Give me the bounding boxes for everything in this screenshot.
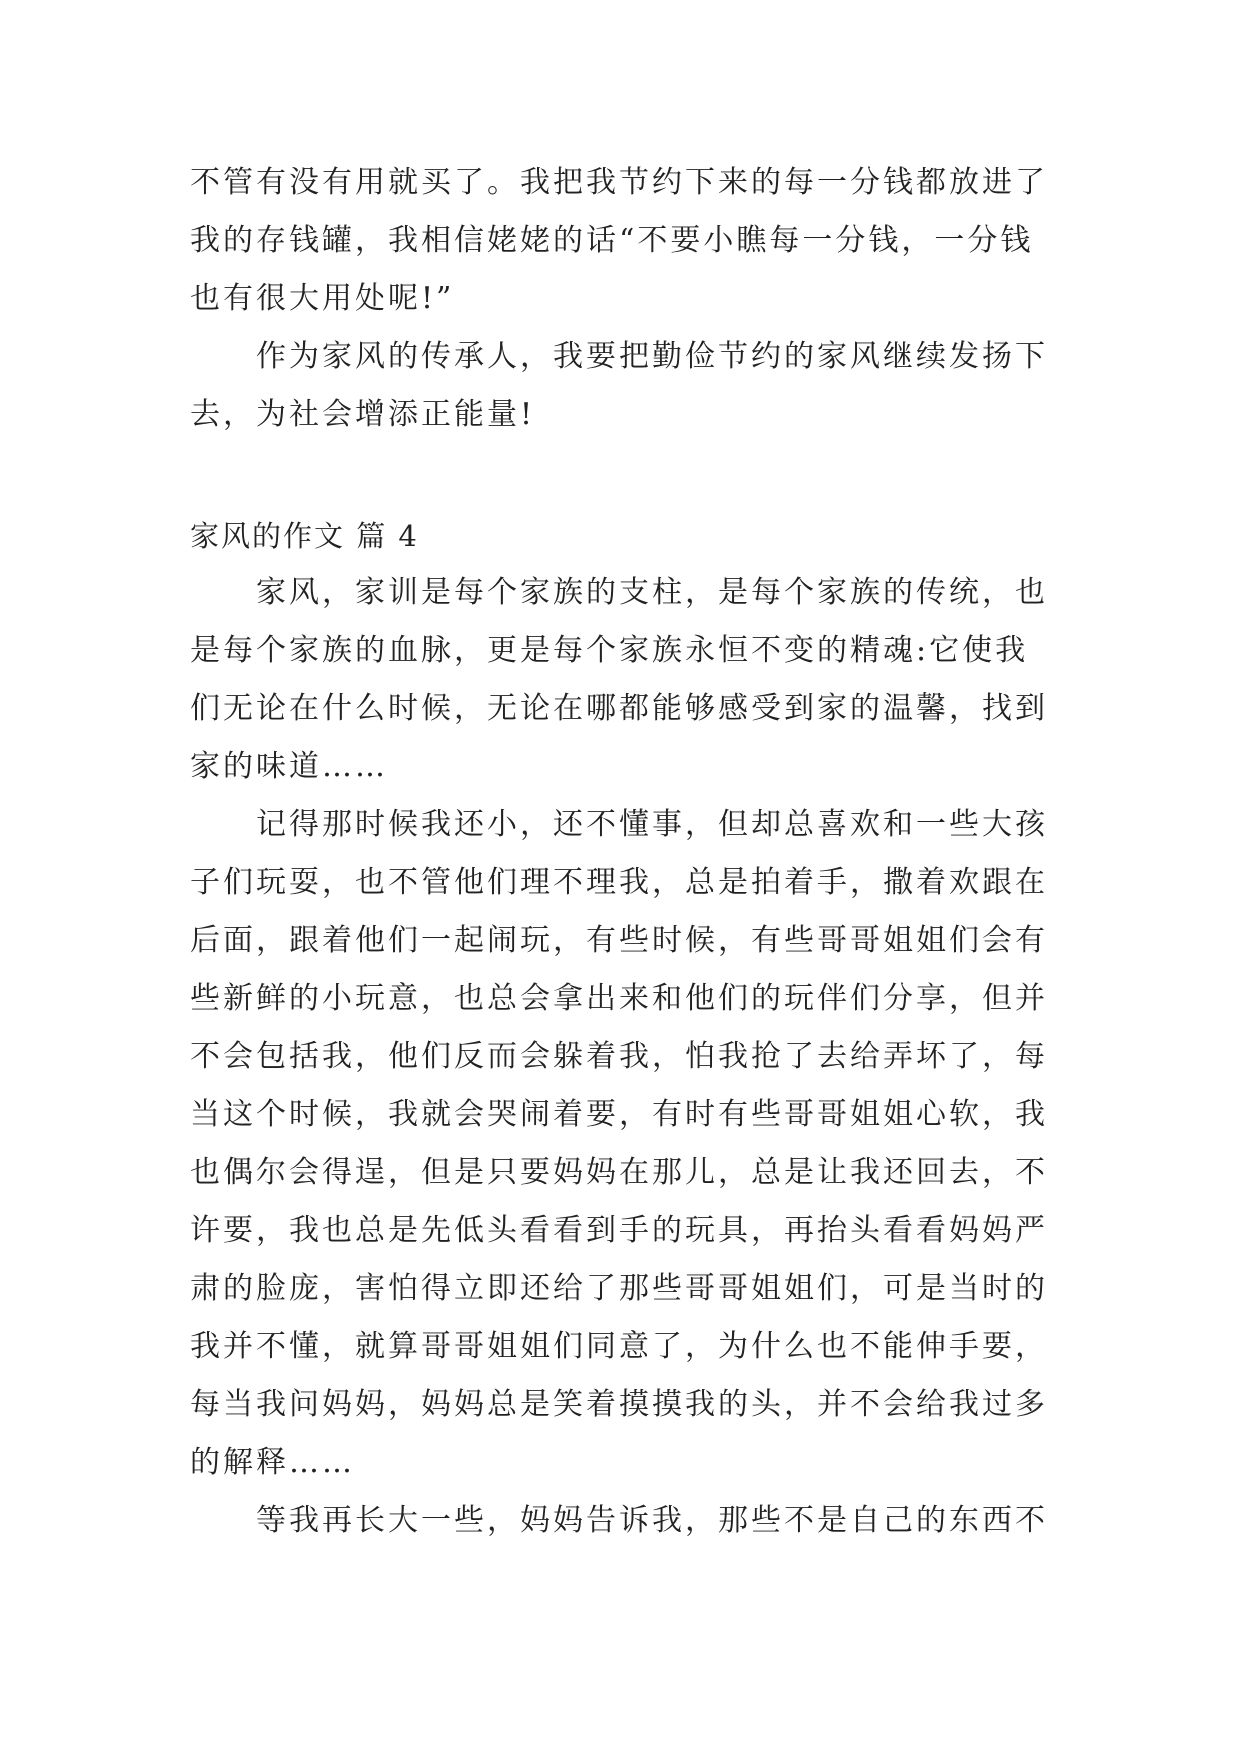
paragraph-line: 们无论在什么时候，无论在哪都能够感受到家的温馨，找到 [190, 691, 1048, 726]
paragraph-line: 的解释…… [190, 1445, 355, 1480]
paragraph-line: 等我再长大一些，妈妈告诉我，那些不是自己的东西不 [256, 1503, 1048, 1538]
paragraph-line: 去，为社会增添正能量! [190, 397, 536, 432]
paragraph-line: 些新鲜的小玩意，也总会拿出来和他们的玩伴们分享，但并 [190, 981, 1048, 1016]
essay-body-block [190, 564, 1052, 1550]
section-heading: 家风的作文 篇 4 [190, 519, 419, 553]
paragraph-line: 家风，家训是每个家族的支柱，是每个家族的传统，也 [256, 575, 1048, 610]
paragraph-line: 我的存钱罐，我相信姥姥的话“不要小瞧每一分钱，一分钱 [190, 223, 1034, 258]
paragraph-line: 许要，我也总是先低头看看到手的玩具，再抬头看看妈妈严 [190, 1213, 1048, 1248]
paragraph-line: 当这个时候，我就会哭闹着要，有时有些哥哥姐姐心软，我 [190, 1097, 1048, 1132]
paragraph-line: 后面，跟着他们一起闹玩，有些时候，有些哥哥姐姐们会有 [190, 923, 1048, 958]
paragraph-line: 肃的脸庞，害怕得立即还给了那些哥哥姐姐们，可是当时的 [190, 1271, 1048, 1306]
paragraph-line: 家的味道…… [190, 749, 388, 784]
paragraph-line: 作为家风的传承人，我要把勤俭节约的家风继续发扬下 [256, 339, 1048, 374]
paragraph-line: 子们玩耍，也不管他们理不理我，总是拍着手，撒着欢跟在 [190, 865, 1048, 900]
paragraph-line: 每当我问妈妈，妈妈总是笑着摸摸我的头，并不会给我过多 [190, 1387, 1048, 1422]
paragraph-line: 是每个家族的血脉，更是每个家族永恒不变的精魂:它使我 [190, 633, 1029, 668]
paragraph-line: 也有很大用处呢!” [190, 281, 455, 316]
paragraph-line: 不管有没有用就买了。我把我节约下来的每一分钱都放进了 [190, 165, 1048, 200]
continued-text-block [190, 154, 1052, 444]
paragraph-line: 我并不懂，就算哥哥姐姐们同意了，为什么也不能伸手要， [190, 1329, 1048, 1364]
paragraph-line: 不会包括我，他们反而会躲着我，怕我抢了去给弄坏了，每 [190, 1039, 1048, 1074]
paragraph-line: 也偶尔会得逞，但是只要妈妈在那儿，总是让我还回去，不 [190, 1155, 1048, 1190]
paragraph-line: 记得那时候我还小，还不懂事，但却总喜欢和一些大孩 [256, 807, 1048, 842]
